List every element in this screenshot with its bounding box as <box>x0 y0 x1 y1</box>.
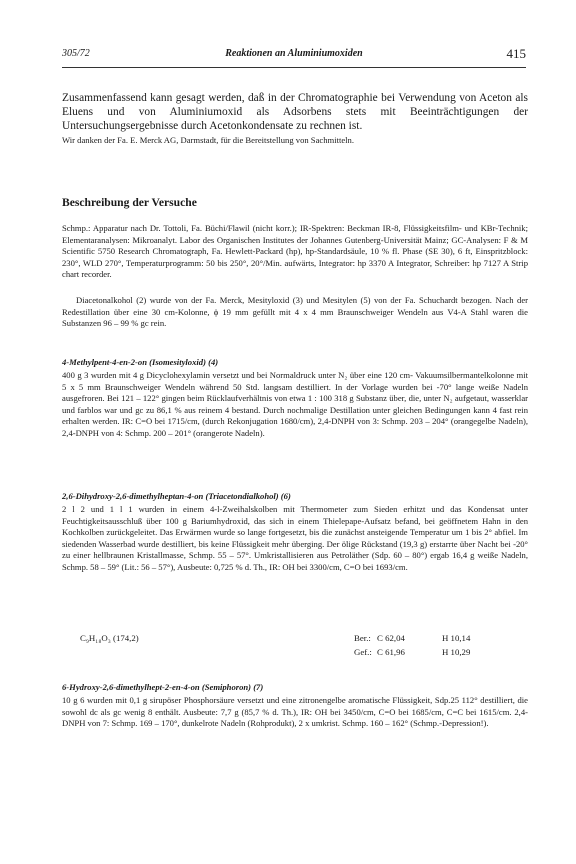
methods-paragraph: Schmp.: Apparatur nach Dr. Tottoli, Fa. Büchi/Flawil (nicht korr.); IR-Spektren: Beckman IR-8, Flüssigkeitsfilm- und KBr-Technik; Elementaranalysen: Mikroanalyt. Labor des Organischen Institutes der Johannes Gutenberg-Universität Mainz; GC-Analysen: F & M Scientific 5750 Research Chromatograph, Fa. Hewlett-Packard (hp), hp-Standardsäule, 10 % fl. Phase (SE 30), 6 ft, Einspritzblock: 230°, WLD 270°, Temperaturprogramm: 50 bis 250°, 20°/Min. aufwärts, Integrator: hp 3370 A Integrator, Schreiber: hp 7127 A Strip chart recorder. <box>62 223 528 280</box>
acknowledgement: Wir danken der Fa. E. Merck AG, Darmstadt, für die Bereitstellung von Sachmitteln. <box>62 135 355 145</box>
compound-title-isomesityloxide: 4-Methylpent-4-en-2-on (Isomesityloxid) (4) <box>62 357 219 367</box>
compound-title-semiphoron: 6-Hydroxy-2,6-dimethylhept-2-en-4-on (Semiphoron) (7) <box>62 682 264 692</box>
calculated-carbon: C 62,04 <box>377 633 405 643</box>
journal-reference: 305/72 <box>62 48 90 59</box>
compound-text-isomesityloxide: 400 g 3 wurden mit 4 g Dicyclohexylamin versetzt und bei Normaldruck unter N₂ über eine 120 cm- Vakuumsilbermantelkolonne mit 5 x 5 mm Braunschweiger Wendeln während 50 Std. langsam destilliert. In der Vorlage wurden bei -70° lange weiße Nadeln ausgefroren. Bei 121 – 122° gingen beim Rücklaufverhältnis von etwa 1 : 100 318 g Substanz über, die, unter N₂ aufgetaut, wasserklar und farblos war und gc zu 86,1 % aus reinem 4 bestand. Durch nochmalige Destillation unter gleichen Bedingungen kann 4 fast rein erhalten werden. IR: C=O bei 1715/cm, (durch Rekonjugation 1680/cm), 2,4-DNPH von 3: Schmp. 203 – 204° (orangegelbe Nadeln), 2,4-DNPH von 4: Schmp. 200 – 201° (orangerote Nadeln). <box>62 370 528 438</box>
page-number: 415 <box>506 46 526 61</box>
calculated-hydrogen: H 10,14 <box>442 633 471 643</box>
summary-paragraph: Zusammenfassend kann gesagt werden, daß in der Chromatographie bei Verwendung von Aceton als Eluens und von Aluminiumoxid als Adsorbens stets mit Beeinträchtigungen der Untersuchungsergebnisse durch Acetonkondensate zu rechnen ist. <box>62 92 528 132</box>
molecular-formula: C₉H₁₈O₃ (174,2) <box>80 633 139 643</box>
compound-title-triacetondialkohol: 2,6-Dihydroxy-2,6-dimethylheptan-4-on (Triacetondialkohol) (6) <box>62 491 291 501</box>
running-header <box>62 48 526 64</box>
header-rule <box>62 67 526 68</box>
calculated-label: Ber.: <box>354 633 371 643</box>
elemental-analysis <box>62 630 532 658</box>
section-heading: Beschreibung der Versuche <box>62 196 197 209</box>
running-title: Reaktionen an Aluminiumoxiden <box>225 48 363 59</box>
found-label: Gef.: <box>354 647 372 657</box>
materials-paragraph: Diacetonalkohol (2) wurde von der Fa. Merck, Mesityloxid (3) und Mesitylen (5) von der Fa. Schuchardt bezogen. Nach der Redestillation über eine 30 cm-Kolonne, ϕ 19 mm gefüllt mit 4 x 4 mm Braunschweiger Wendeln aus V4-A Stahl waren die Substanzen 96 – 99 % gc rein. <box>62 295 528 329</box>
found-hydrogen: H 10,29 <box>442 647 471 657</box>
found-carbon: C 61,96 <box>377 647 405 657</box>
compound-text-triacetondialkohol: 2 l 2 und 1 l 1 wurden in einem 4-l-Zweihalskolben mit Thermometer zum Sieden erhitzt und das Kondensat unter Feuchtigkeitsausschluß über 100 g Bariumhydroxid, das sich in einem Thielepape-Aufsatz befand, bei geöffnetem Hahn in den Kochkolben zurückgeleitet. Das Erwärmen wurde so lange fortgesetzt, bis die zunächst ansteigende Temperatur um 1 bis 2° abfiel. Im siedenden Wasserbad wurde destilliert, bis keine Flüssigkeit mehr überging. Der ölige Rückstand (19,3 g) erstarrte über Nacht bei -20° zu einer hellbraunen Kristallmasse, Schmp. 55 – 57°. Umkristallisieren aus Petroläther (Sdp. 60 – 80°) ergab 16,4 g weiße Nadeln, Schmp. 58 – 59° (Lit.: 56 – 57°), Ausbeute: 0,725 % d. Th., IR: OH bei 3300/cm, C=O bei 1693/cm. <box>62 504 528 572</box>
compound-text-semiphoron: 10 g 6 wurden mit 0,1 g sirupöser Phosphorsäure versetzt und eine zitronengelbe aromatische Flüssigkeit, Sdp.25 112° destilliert, die sowohl dc als gc wenig 8 enthält. Ausbeute: 7,7 g (85,7 % d. Th.), IR: OH bei 3450/cm, C=O bei 1685/cm, C=C bei 1615/cm. 2,4-DNPH von 7: Schmp. 169 – 170°, dunkelrote Nadeln (Rohprodukt), 2 x umkrist. Schmp. 160 – 162° (Schmp.-Depression!). <box>62 695 528 729</box>
